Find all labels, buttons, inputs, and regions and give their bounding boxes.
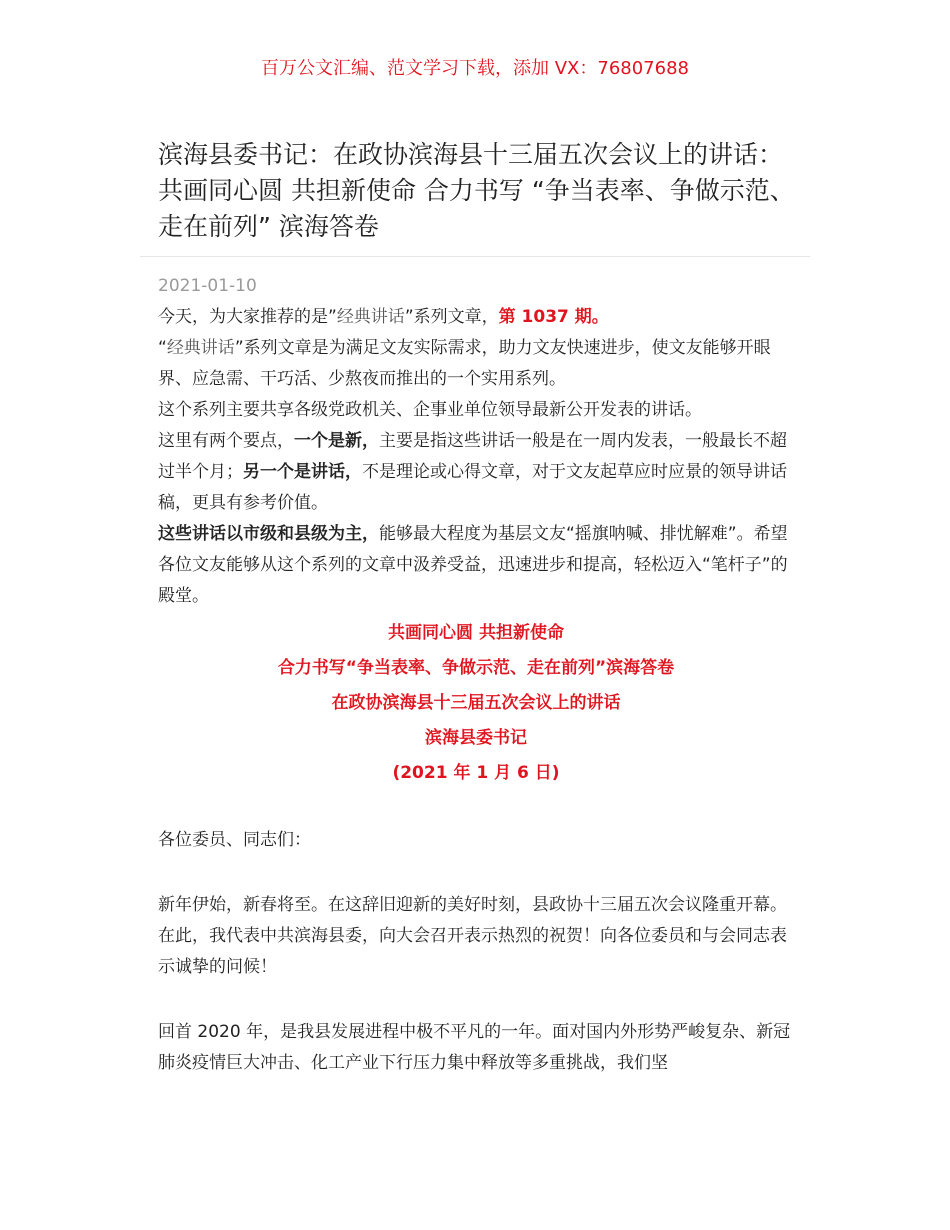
issue-number: 第 1037 期。 [498, 307, 609, 327]
promo-banner: 百万公文汇编、范文学习下载，添加 VX：76807688 [261, 58, 689, 79]
article-body [158, 302, 794, 1079]
title-divider [140, 256, 810, 257]
speech-title-line-2: 合力书写“争当表率、争做示范、走在前列”滨海答卷 [277, 658, 675, 678]
intro-paragraph-3: 这个系列主要共享各级党政机关、企事业单位领导最新公开发表的讲话。 [158, 400, 702, 420]
intro-text: 这里有两个要点， [158, 431, 294, 451]
article-title: 滨海县委书记：在政协滨海县十三届五次会议上的讲话： 共画同心圆 共担新使命 合力书写 “争当表率、争做示范、走在前列” 滨海答卷 [158, 140, 795, 241]
key-point-new: 一个是新， [294, 431, 379, 451]
speech-paragraph-2: 回首 2020 年，是我县发展进程中极不平凡的一年。面对国内外形势严峻复杂、新冠肺炎疫情巨大冲击、化工产业下行压力集中释放等多重挑战，我们坚 [158, 1022, 791, 1073]
intro-paragraph-2 [158, 333, 794, 395]
speech-salutation: 各位委员、同志们： [158, 830, 311, 850]
speech-title-line-1: 共画同心圆 共担新使命 [388, 623, 564, 643]
series-name: 经典讲话 [336, 307, 405, 327]
key-point-speech: 另一个是讲话， [243, 462, 362, 482]
speech-author: 滨海县委书记 [425, 728, 527, 748]
intro-emphasis: 这些讲话以市级和县级为主， [158, 524, 379, 544]
spacer [158, 791, 794, 825]
speech-paragraph-1: 新年伊始，新春将至。在这辞旧迎新的美好时刻，县政协十三届五次会议隆重开幕。在此，我代表中共滨海县委，向大会召开表示热烈的祝贺！向各位委员和与会同志表示诚挚的问候！ [158, 895, 787, 977]
intro-text: 能够最大程度为基层文友“摇旗呐喊、排忧解难”。希望各位文友能够从这个系列的文章中汲养受益，迅速进步和提高，轻松迈入“笔杆子”的殿堂。 [158, 524, 788, 606]
intro-text: 主要是指这些讲话一般是在一周内发表，一般最长不超过半个月； [158, 431, 787, 482]
spacer [158, 856, 794, 890]
series-name: 经典讲话 [166, 338, 235, 358]
intro-text: ”系列文章是为满足文友实际需求，助力文友快速进步，使文友能够开眼界、应急需、干巧活、少熬夜而推出的一个实用系列。 [158, 338, 771, 389]
spacer [158, 983, 794, 1017]
intro-text: 不是理论或心得文章，对于文友起草应时应景的领导讲话稿，更具有参考价值。 [158, 462, 787, 513]
publish-date: 2021-01-10 [158, 276, 257, 296]
intro-text: 今天，为大家推荐的是” [158, 307, 337, 327]
intro-paragraph-1 [158, 302, 794, 333]
speech-heading [158, 616, 794, 791]
intro-text: “ [158, 338, 167, 358]
intro-paragraph-5 [158, 519, 794, 612]
intro-paragraph-4 [158, 426, 794, 519]
speech-title-line-3: 在政协滨海县十三届五次会议上的讲话 [331, 693, 621, 713]
speech-date: (2021 年 1 月 6 日) [392, 763, 560, 783]
intro-text: ”系列文章， [404, 307, 499, 327]
